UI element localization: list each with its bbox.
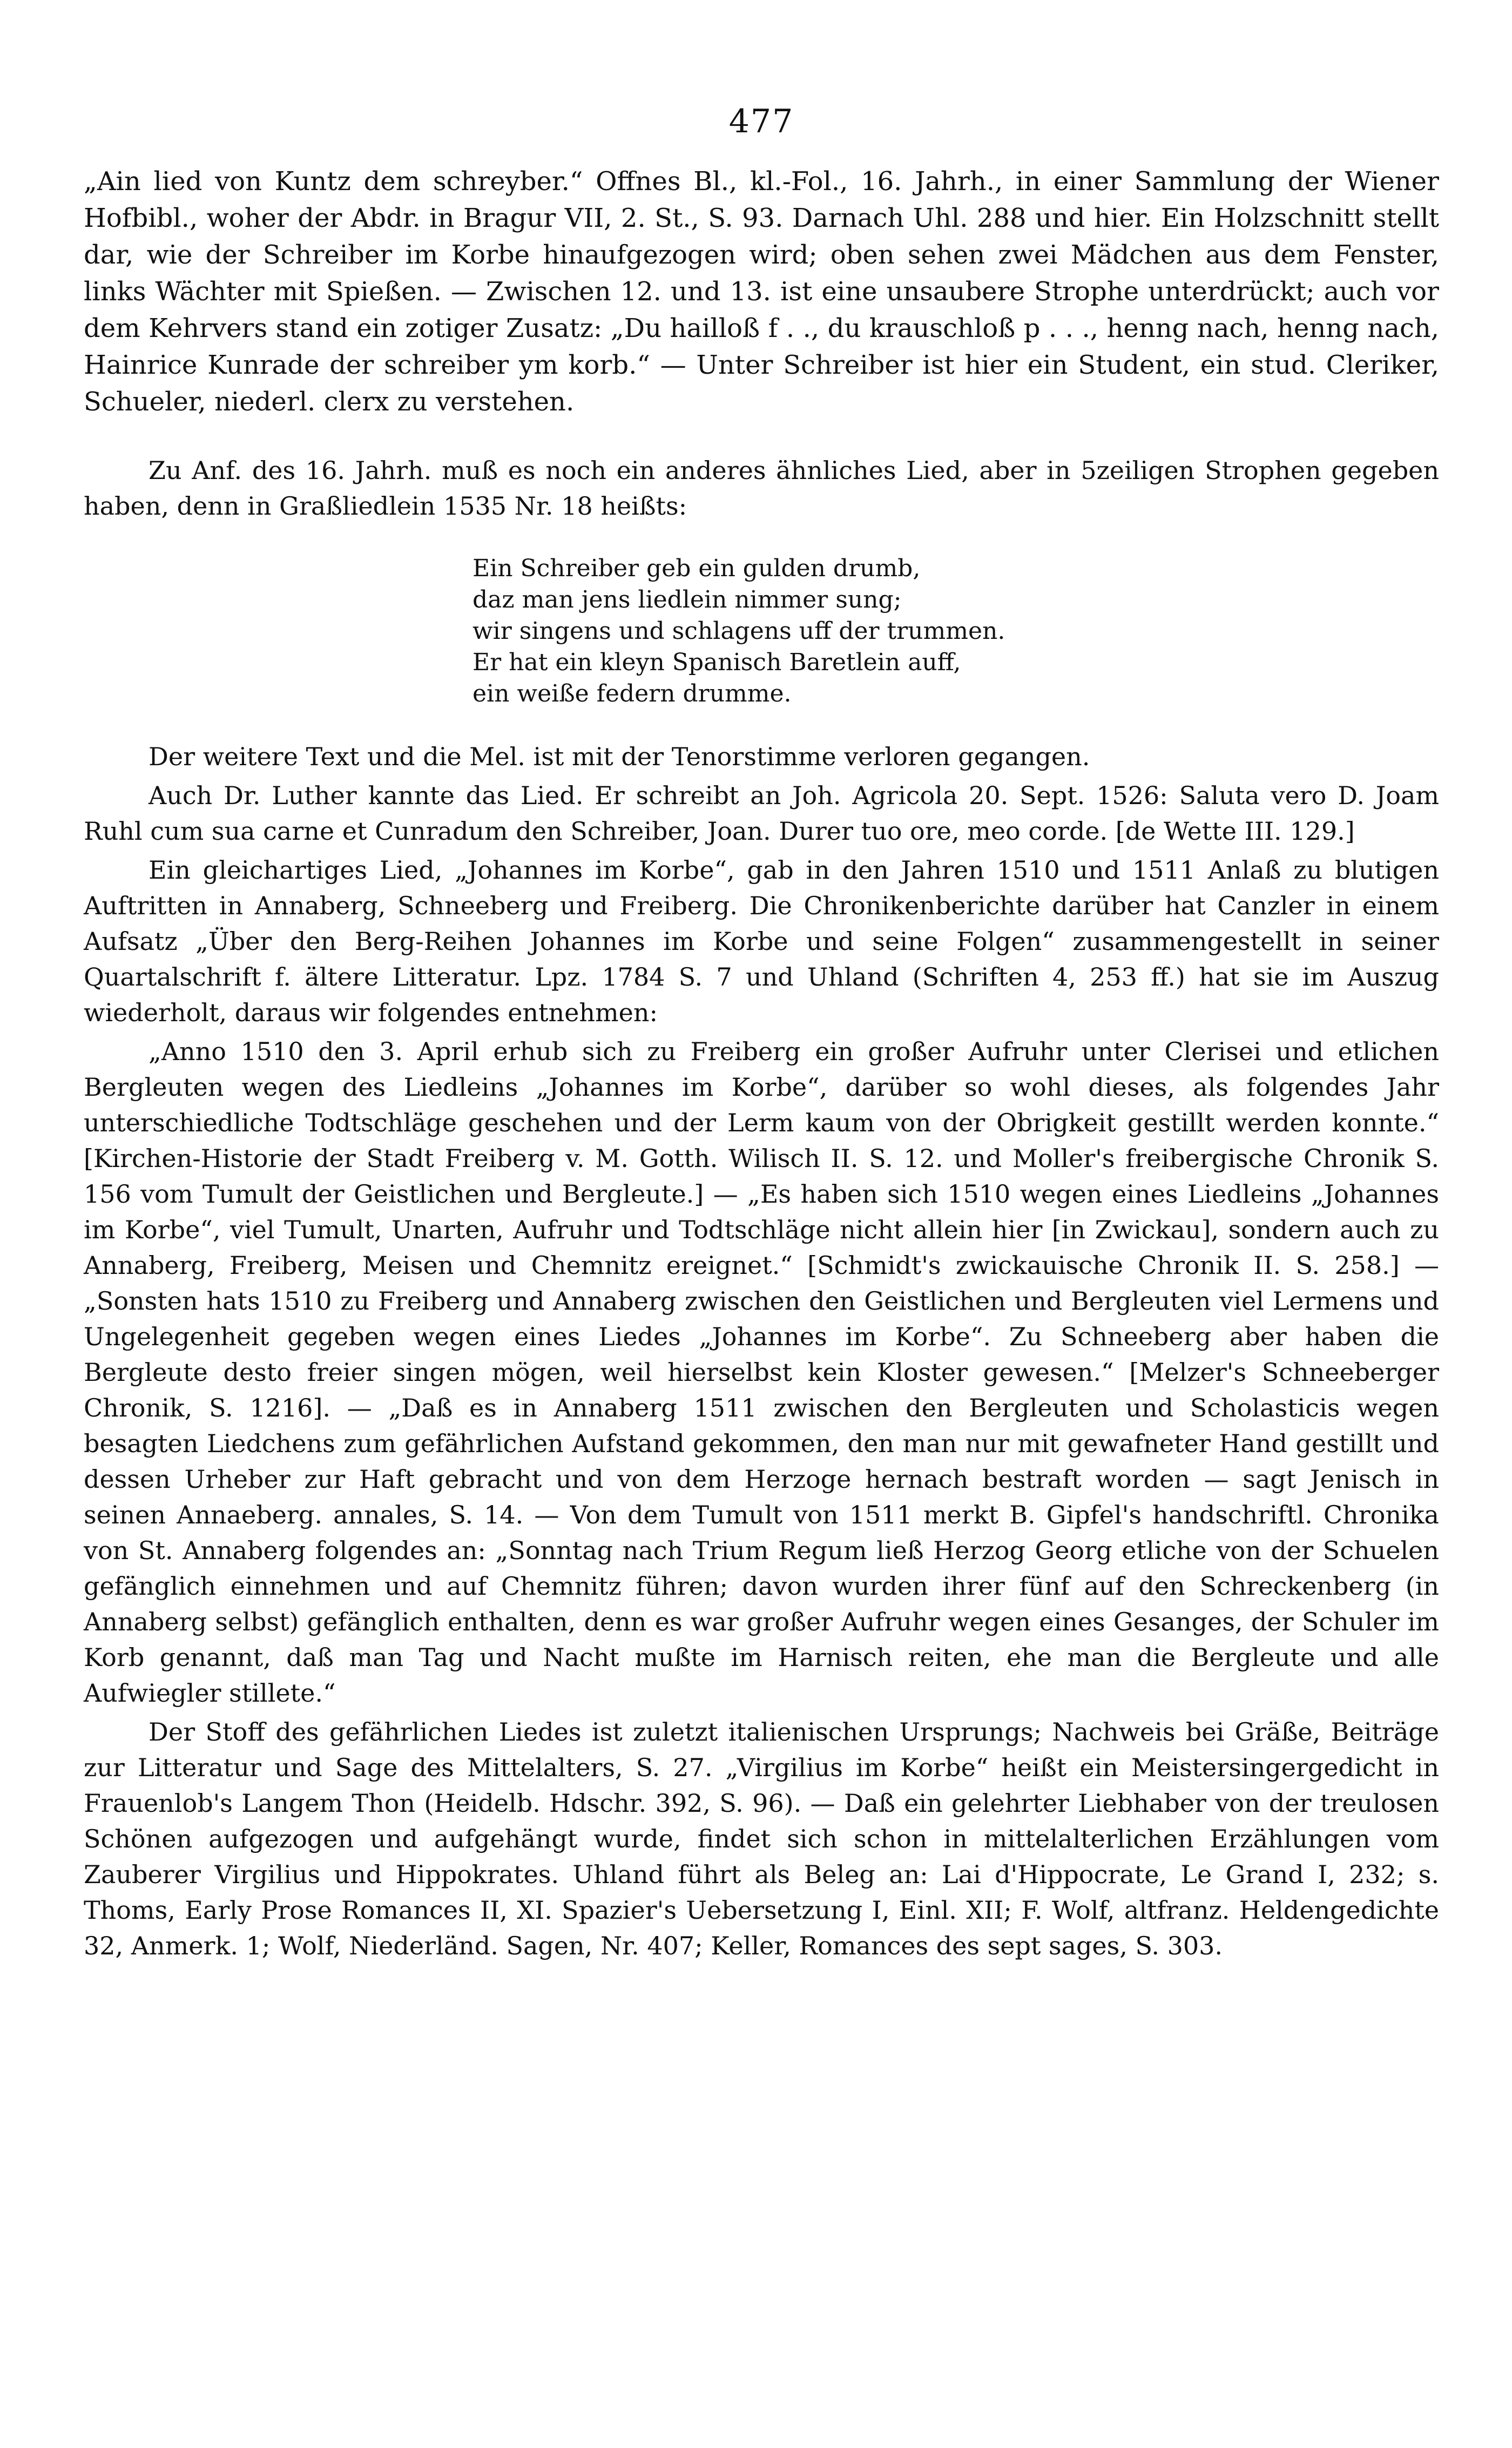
paragraph-origin: Der Stoff des gefährlichen Liedes ist zuletzt italienischen Ursprungs; Nachweis bei Gräße, Beiträge zur Litteratur und Sage des Mittelalters, S. 27. „Virgilius im Korbe“ heißt ein Meistersingergedicht in Frauenlob's Langem Thon (Heidelb. Hdschr. 392, S. 96). — Daß ein gelehrter Liebhaber von der treulosen Schönen aufgezogen und aufgehängt wurde, findet sich schon in mittelalterlichen Erzählungen vom Zauberer Virgilius und Hippokrates. Uhland führt als Beleg an: Lai d'Hippocrate, Le Grand I, 232; s. Thoms, Early Prose Romances II, XI. Spazier's Uebersetzung I, Einl. XII; F. Wolf, altfranz. Heldengedichte 32, Anmerk. 1; Wolf, Niederländ. Sagen, Nr. 407; Keller, Romances des sept sages, S. 303. (84, 1717, 1439, 1960)
page-number: 477 (728, 103, 794, 140)
verse-line: daz man jens liedlein nimmer sung; (473, 586, 902, 613)
paragraph-lost-melody: Der weitere Text und die Mel. ist mit der Tenorstimme verloren gegangen. (148, 742, 1090, 771)
paragraph-johannes-im-korbe: Ein gleichartiges Lied, „Johannes im Korbe“, gab in den Jahren 1510 und 1511 Anlaß zu blutigen Auftritten in Annaberg, Schneeberg und Freiberg. Die Chronikenberichte darüber hat Canzler in einem Aufsatz „Über den Berg-Reihen Johannes im Korbe und seine Folgen“ zusammengestellt in seiner Quartalschrift f. ältere Litteratur. Lpz. 1784 S. 7 und Uhland (Schriften 4, 253 ff.) hat sie im Auszug wiederholt, daraus wir folgendes entnehmen: (84, 855, 1439, 1027)
paragraph-source-note: „Ain lied von Kuntz dem schreyber.“ Offnes Bl., kl.-Fol., 16. Jahrh., in einer Sammlung der Wiener Hofbibl., woher der Abdr. in Bragur VII, 2. St., S. 93. Darnach Uhl. 288 und hier. Ein Holzschnitt stellt dar, wie der Schreiber im Korbe hinaufgezogen wird; oben sehen zwei Mädchen aus dem Fenster, links Wächter mit Spießen. — Zwischen 12. und 13. ist eine unsaubere Strophe unterdrückt; auch vor dem Kehrvers stand ein zotiger Zusatz: „Du hailloß f . ., du krauschloß p . . ., henng nach, henng nach, Hainrice Kunrade der schreiber ym korb.“ — Unter Schreiber ist hier ein Student, ein stud. Cleriker, Schueler, niederl. clerx zu verstehen. (84, 166, 1439, 417)
verse-line: Ein Schreiber geb ein gulden drumb, (473, 555, 921, 582)
verse-block (473, 553, 1439, 710)
paragraph-intro-verse: Zu Anf. des 16. Jahrh. muß es noch ein anderes ähnliches Lied, aber in 5zeiligen Strophen gegeben haben, denn in Graßliedlein 1535 Nr. 18 heißts: (84, 456, 1439, 521)
paragraph-luther: Auch Dr. Luther kannte das Lied. Er schreibt an Joh. Agricola 20. Sept. 1526: Saluta vero D. Joam Ruhl cum sua carne et Cunradum den Schreiber, Joan. Durer tuo ore, meo corde. [de Wette III. 129.] (84, 781, 1439, 846)
verse-line: wir singens und schlagens uff der trummen. (473, 617, 1005, 645)
verse-line: ein weiße federn drumme. (473, 680, 792, 707)
verse-line: Er hat ein kleyn Spanisch Baretlein auff, (473, 649, 961, 676)
paragraph-chronicle-quotes: „Anno 1510 den 3. April erhub sich zu Freiberg ein großer Aufruhr unter Clerisei und etlichen Bergleuten wegen des Liedleins „Johannes im Korbe“, darüber so wohl dieses, als folgendes Jahr unterschiedliche Todtschläge geschehen und der Lerm kaum von der Obrigkeit gestillt werden konnte.“ [Kirchen-Historie der Stadt Freiberg v. M. Gotth. Wilisch II. S. 12. und Moller's freibergische Chronik S. 156 vom Tumult der Geistlichen und Bergleute.] — „Es haben sich 1510 wegen eines Liedleins „Johannes im Korbe“, viel Tumult, Unarten, Aufruhr und Todtschläge nicht allein hier [in Zwickau], sondern auch zu Annaberg, Freiberg, Meisen und Chemnitz ereignet.“ [Schmidt's zwickauische Chronik II. S. 258.] — „Sonsten hats 1510 zu Freiberg und Annaberg zwischen den Geistlichen und Bergleuten viel Lermens und Ungelegenheit gegeben wegen eines Liedes „Johannes im Korbe“. Zu Schneeberg aber haben die Bergleute desto freier singen mögen, weil hierselbst kein Kloster gewesen.“ [Melzer's Schneeberger Chronik, S. 1216]. — „Daß es in Annaberg 1511 zwischen den Bergleuten und Scholasticis wegen besagten Liedchens zum gefährlichen Aufstand gekommen, den man nur mit gewafneter Hand gestillt und dessen Urheber zur Haft gebracht und von dem Herzoge hernach bestraft worden — sagt Jenisch in seinen Annaeberg. annales, S. 14. — Von dem Tumult von 1511 merkt B. Gipfel's handschriftl. Chronika von St. Annaberg folgendes an: „Sonntag nach Trium Regum ließ Herzog Georg etliche von der Schuelen gefänglich einnehmen und auf Chemnitz führen; davon wurden ihrer fünf auf den Schreckenberg (in Annaberg selbst) gefänglich enthalten, denn es war großer Aufruhr wegen eines Gesanges, der Schuler im Korb genannt, daß man Tag und Nacht mußte im Harnisch reiten, ehe man die Bergleute und alle Aufwiegler stillete.“ (84, 1037, 1439, 1708)
